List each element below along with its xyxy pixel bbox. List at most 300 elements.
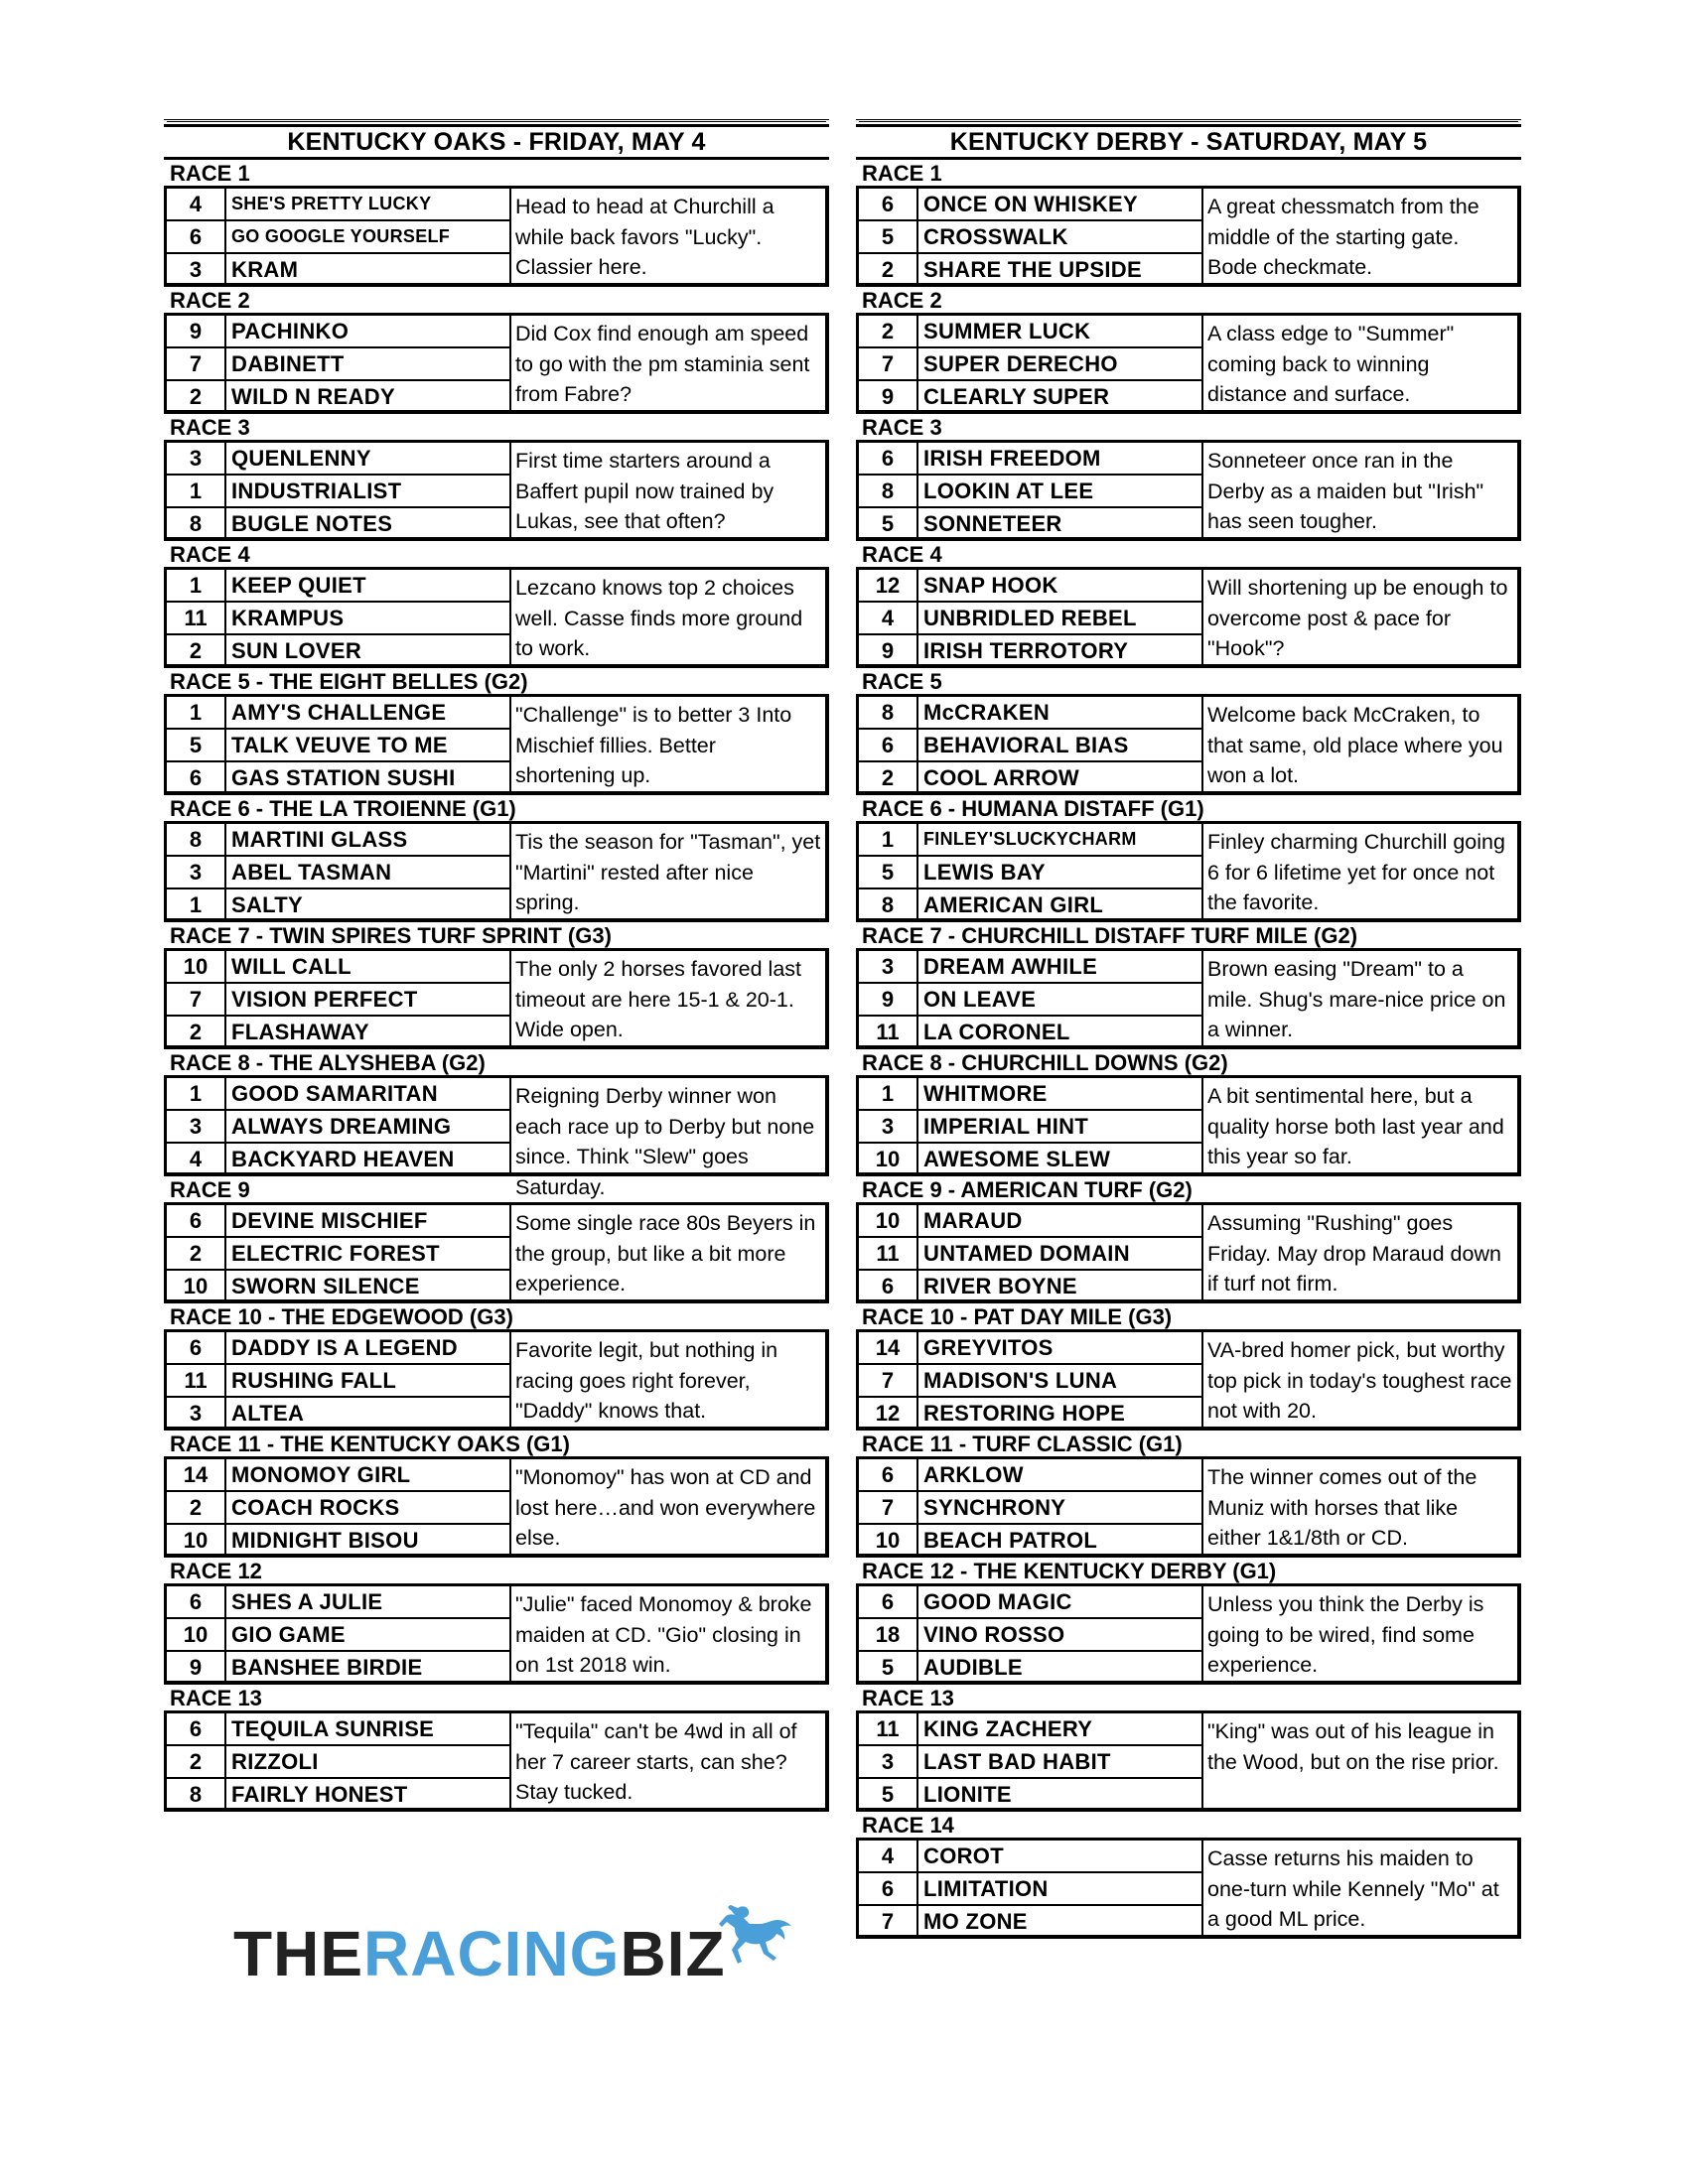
post-number: 8 [859, 889, 918, 920]
race-picks-box [856, 694, 1521, 795]
race-block [856, 1303, 1521, 1431]
post-number: 7 [859, 1906, 918, 1937]
race-block [164, 287, 829, 414]
picks-list [167, 1205, 511, 1299]
race-picks-box [164, 1710, 829, 1812]
pick-row [859, 1873, 1201, 1906]
racing-biz-logo [233, 1904, 797, 1989]
race-title: RACE 7 - TWIN SPIRES TURF SPRINT (G3) [170, 923, 612, 948]
pick-row [167, 1332, 509, 1365]
race-picks-box [856, 1583, 1521, 1685]
post-number: 1 [167, 1078, 226, 1109]
picks-list [167, 1332, 511, 1427]
horse-name: LIMITATION [923, 1876, 1049, 1901]
race-block [856, 1812, 1521, 1939]
race-block [856, 1176, 1521, 1303]
horse-name: VINO ROSSO [923, 1622, 1065, 1647]
horse-name: FAIRLY HONEST [231, 1782, 408, 1807]
post-number: 3 [859, 1746, 918, 1777]
pick-row [859, 730, 1201, 762]
race-block [856, 922, 1521, 1049]
race-picks-box [164, 1456, 829, 1558]
race-title: RACE 9 [170, 1177, 250, 1202]
post-number: 1 [167, 476, 226, 506]
horse-name: ONCE ON WHISKEY [923, 192, 1138, 216]
picks-list [859, 316, 1203, 410]
post-number: 12 [859, 570, 918, 601]
pick-row [167, 1459, 509, 1492]
horse-name: AWESOME SLEW [923, 1147, 1111, 1171]
race-block [164, 1176, 829, 1303]
picks-list [859, 1205, 1203, 1299]
horse-name: SHES A JULIE [231, 1589, 383, 1614]
race-comment: A great chessmatch from the middle of the starting gate. Bode checkmate. [1207, 195, 1479, 279]
post-number: 7 [167, 348, 226, 379]
post-number: 4 [859, 603, 918, 633]
pick-row [167, 1779, 509, 1810]
pick-row [859, 221, 1201, 254]
race-picks-box [856, 948, 1521, 1049]
post-number: 18 [859, 1619, 918, 1650]
post-number: 7 [167, 984, 226, 1015]
post-number: 6 [859, 189, 918, 219]
race-comment: Lezcano knows top 2 choices well. Casse finds more ground to work. [515, 576, 803, 660]
post-number: 6 [859, 1271, 918, 1301]
pick-row [167, 857, 509, 889]
post-number: 6 [859, 1873, 918, 1904]
pick-row [167, 1205, 509, 1238]
pick-row [859, 1619, 1201, 1652]
horse-name: BANSHEE BIRDIE [231, 1655, 423, 1680]
post-number: 9 [859, 381, 918, 412]
picks-list [859, 570, 1203, 664]
race-title: RACE 12 [170, 1559, 262, 1583]
pick-row [859, 697, 1201, 730]
race-comment: The winner comes out of the Muniz with horses that like either 1&1/8th or CD. [1207, 1465, 1477, 1550]
pick-row [859, 1586, 1201, 1619]
horse-name: PACHINKO [231, 319, 350, 343]
post-number: 2 [167, 635, 226, 666]
logo-biz: BIZ [620, 1918, 726, 1989]
pick-row [859, 1906, 1201, 1937]
post-number: 5 [859, 857, 918, 887]
picks-list [859, 951, 1203, 1045]
race-block [164, 1303, 829, 1431]
pick-row [167, 1398, 509, 1429]
race-picks-box [164, 821, 829, 922]
oaks-column [164, 119, 829, 1812]
post-number: 8 [167, 1779, 226, 1810]
race-title: RACE 5 - THE EIGHT BELLES (G2) [170, 669, 528, 694]
horse-name: LEWIS BAY [923, 860, 1046, 885]
race-title: RACE 11 - THE KENTUCKY OAKS (G1) [170, 1432, 570, 1456]
pick-row [167, 730, 509, 762]
pick-row [859, 1525, 1201, 1556]
race-block [164, 1431, 829, 1558]
race-block [164, 668, 829, 795]
post-number: 9 [167, 316, 226, 346]
horse-name: KRAM [231, 257, 299, 282]
race-block [164, 414, 829, 541]
pick-row [859, 189, 1201, 221]
pick-row [859, 508, 1201, 539]
pick-row [167, 1713, 509, 1746]
race-comment: Will shortening up be enough to overcome post & pace for "Hook"? [1207, 576, 1508, 660]
picks-list [859, 443, 1203, 537]
pick-row [859, 1841, 1201, 1873]
post-number: 6 [167, 1586, 226, 1617]
horse-name: RIVER BOYNE [923, 1274, 1077, 1298]
pick-row [859, 1271, 1201, 1301]
horse-name: FLASHAWAY [231, 1020, 369, 1044]
post-number: 1 [859, 1078, 918, 1109]
post-number: 10 [167, 1271, 226, 1301]
horse-name: SNAP HOOK [923, 573, 1058, 598]
horse-name: AUDIBLE [923, 1655, 1023, 1680]
pick-row [167, 951, 509, 984]
race-comment: "Challenge" is to better 3 Into Mischief fillies. Better shortening up. [515, 703, 792, 787]
race-comment: "Julie" faced Monomoy & broke maiden at CD. "Gio" closing in on 1st 2018 win. [515, 1592, 812, 1677]
post-number: 5 [167, 730, 226, 760]
race-title: RACE 8 - THE ALYSHEBA (G2) [170, 1050, 486, 1075]
post-number: 10 [859, 1144, 918, 1174]
picks-list [859, 1459, 1203, 1554]
picks-list [859, 1078, 1203, 1172]
pick-row [859, 857, 1201, 889]
logo-the: THE [233, 1918, 363, 1989]
pick-row [167, 635, 509, 666]
race-picks-box [856, 1329, 1521, 1431]
pick-row [167, 1365, 509, 1398]
derby-header-frame [856, 119, 1521, 160]
pick-row [167, 762, 509, 793]
race-picks-box [856, 1710, 1521, 1812]
picks-list [167, 1586, 511, 1681]
horse-name: CROSSWALK [923, 224, 1068, 249]
post-number: 2 [859, 254, 918, 285]
horse-name: MIDNIGHT BISOU [231, 1528, 419, 1553]
race-title: RACE 4 [862, 542, 942, 567]
race-picks-box [164, 1583, 829, 1685]
race-comment: Some single race 80s Beyers in the group, but like a bit more experience. [515, 1211, 816, 1296]
horse-name: ON LEAVE [923, 987, 1037, 1012]
post-number: 11 [167, 603, 226, 633]
post-number: 10 [167, 1525, 226, 1556]
race-block [164, 160, 829, 287]
post-number: 10 [167, 1619, 226, 1650]
race-comment: Assuming "Rushing" goes Friday. May drop Maraud down if turf not firm. [1207, 1211, 1501, 1296]
post-number: 3 [167, 1111, 226, 1142]
race-block [856, 795, 1521, 922]
race-title: RACE 6 - HUMANA DISTAFF (G1) [862, 796, 1204, 821]
post-number: 11 [859, 1017, 918, 1047]
horse-name: AMERICAN GIRL [923, 892, 1104, 917]
pick-row [167, 316, 509, 348]
race-title: RACE 14 [862, 1813, 954, 1838]
horse-name: COACH ROCKS [231, 1495, 400, 1520]
post-number: 7 [859, 348, 918, 379]
picks-list [167, 443, 511, 537]
picks-list [167, 697, 511, 791]
race-comment: Sonneteer once ran in the Derby as a maiden but "Irish" has seen tougher. [1207, 449, 1484, 533]
derby-column [856, 119, 1521, 1939]
picks-list [167, 189, 511, 283]
horse-name: VISION PERFECT [231, 987, 418, 1012]
pick-row [167, 189, 509, 221]
post-number: 7 [859, 1365, 918, 1396]
post-number: 2 [167, 1492, 226, 1523]
race-block [164, 1558, 829, 1685]
pick-row [859, 1144, 1201, 1174]
pick-row [859, 1111, 1201, 1144]
post-number: 5 [859, 508, 918, 539]
post-number: 3 [859, 1111, 918, 1142]
race-picks-box [856, 440, 1521, 541]
pick-row [167, 254, 509, 285]
race-block [856, 1431, 1521, 1558]
pick-row [167, 221, 509, 254]
pick-row [859, 1017, 1201, 1047]
horse-name: GOOD SAMARITAN [231, 1081, 438, 1106]
race-comment: Favorite legit, but nothing in racing goes right forever, "Daddy" knows that. [515, 1338, 778, 1423]
post-number: 4 [859, 1841, 918, 1871]
pick-row [859, 570, 1201, 603]
horse-name: LOOKIN AT LEE [923, 478, 1094, 503]
race-block [856, 541, 1521, 668]
horse-name: IMPERIAL HINT [923, 1114, 1089, 1139]
post-number: 10 [859, 1525, 918, 1556]
horse-name: GREYVITOS [923, 1335, 1054, 1360]
race-title: RACE 2 [862, 288, 942, 313]
race-title: RACE 3 [862, 415, 942, 440]
race-title: RACE 13 [862, 1686, 954, 1710]
race-block [856, 1685, 1521, 1812]
race-picks-box [164, 1329, 829, 1431]
picks-list [167, 1713, 511, 1808]
horse-name: FINLEY'SLUCKYCHARM [923, 829, 1137, 849]
post-number: 8 [859, 697, 918, 728]
horse-name: AMY'S CHALLENGE [231, 700, 447, 725]
post-number: 6 [167, 221, 226, 252]
horse-name: MARAUD [923, 1208, 1023, 1233]
race-picks-box [856, 186, 1521, 287]
horse-name: SYNCHRONY [923, 1495, 1066, 1520]
race-comment: Head to head at Churchill a while back favors "Lucky". Classier here. [515, 195, 774, 279]
post-number: 6 [859, 443, 918, 474]
pick-row [167, 1586, 509, 1619]
post-number: 2 [167, 381, 226, 412]
post-number: 9 [167, 1652, 226, 1683]
race-comment: Reigning Derby winner won each race up to Derby but none since. Think "Slew" goes Saturday. [515, 1084, 815, 1199]
picks-list [167, 824, 511, 918]
post-number: 1 [859, 824, 918, 855]
pick-row [167, 1492, 509, 1525]
post-number: 2 [167, 1746, 226, 1777]
race-comment: Tis the season for "Tasman", yet "Martini" rested after nice spring. [515, 830, 821, 914]
post-number: 4 [167, 189, 226, 219]
post-number: 11 [167, 1365, 226, 1396]
pick-row [859, 603, 1201, 635]
horse-name: ALWAYS DREAMING [231, 1114, 452, 1139]
picks-list [859, 1332, 1203, 1427]
horse-name: SALTY [231, 892, 303, 917]
race-comment: Finley charming Churchill going 6 for 6 lifetime yet for once not the favorite. [1207, 830, 1505, 914]
pick-row [167, 1619, 509, 1652]
pick-row [859, 984, 1201, 1017]
picks-list [167, 570, 511, 664]
picks-list [859, 824, 1203, 918]
pick-row [859, 1713, 1201, 1746]
race-title: RACE 9 - AMERICAN TURF (G2) [862, 1177, 1193, 1202]
horse-name: WILD N READY [231, 384, 395, 409]
race-title: RACE 12 - THE KENTUCKY DERBY (G1) [862, 1559, 1277, 1583]
horse-name: MONOMOY GIRL [231, 1462, 411, 1487]
race-picks-box [856, 1202, 1521, 1303]
horse-name: SHARE THE UPSIDE [923, 257, 1142, 282]
post-number: 12 [859, 1398, 918, 1429]
oaks-header-frame [164, 119, 829, 160]
race-comment: A class edge to "Summer" coming back to winning distance and surface. [1207, 322, 1455, 406]
horse-name: UNTAMED DOMAIN [923, 1241, 1130, 1266]
race-title: RACE 4 [170, 542, 250, 567]
horse-name: LIONITE [923, 1782, 1012, 1807]
race-comment: VA-bred homer pick, but worthy top pick in today's toughest race not with 20. [1207, 1338, 1512, 1423]
pick-row [167, 1525, 509, 1556]
race-comment: First time starters around a Baffert pupil now trained by Lukas, see that often? [515, 449, 774, 533]
race-picks-box [164, 186, 829, 287]
oaks-header: KENTUCKY OAKS - FRIDAY, MAY 4 [164, 124, 829, 160]
post-number: 10 [167, 951, 226, 982]
post-number: 2 [859, 316, 918, 346]
horse-name: RUSHING FALL [231, 1368, 397, 1393]
oaks-races [164, 160, 829, 1812]
race-comment: Did Cox find enough am speed to go with the pm staminia sent from Fabre? [515, 322, 810, 406]
horse-name: ALTEA [231, 1401, 305, 1426]
race-title: RACE 7 - CHURCHILL DISTAFF TURF MILE (G2) [862, 923, 1358, 948]
pick-row [167, 476, 509, 508]
post-number: 6 [167, 1332, 226, 1363]
post-number: 4 [167, 1144, 226, 1174]
post-number: 2 [167, 1238, 226, 1269]
derby-header: KENTUCKY DERBY - SATURDAY, MAY 5 [856, 124, 1521, 160]
race-block [164, 541, 829, 668]
horse-name: ABEL TASMAN [231, 860, 392, 885]
race-title: RACE 3 [170, 415, 250, 440]
pick-row [859, 824, 1201, 857]
horse-name: DREAM AWHILE [923, 954, 1098, 979]
picks-list [167, 316, 511, 410]
logo-racing: RACING [363, 1918, 621, 1989]
race-block [856, 160, 1521, 287]
pick-row [859, 1398, 1201, 1429]
horse-name: QUENLENNY [231, 446, 371, 471]
post-number: 5 [859, 1779, 918, 1810]
race-title: RACE 5 [862, 669, 942, 694]
pick-row [167, 348, 509, 381]
horse-name: SUMMER LUCK [923, 319, 1091, 343]
horse-and-jockey-icon [708, 1904, 797, 1981]
post-number: 1 [167, 570, 226, 601]
horse-name: COROT [923, 1843, 1004, 1868]
race-block [164, 795, 829, 922]
horse-name: SUPER DERECHO [923, 351, 1118, 376]
pick-row [859, 254, 1201, 285]
race-picks-box [164, 440, 829, 541]
post-number: 14 [859, 1332, 918, 1363]
horse-name: LAST BAD HABIT [923, 1749, 1111, 1774]
race-title: RACE 10 - PAT DAY MILE (G3) [862, 1304, 1173, 1329]
pick-row [167, 603, 509, 635]
race-comment: Casse returns his maiden to one-turn while Kennely "Mo" at a good ML price. [1207, 1846, 1499, 1931]
picks-list [167, 1459, 511, 1554]
race-picks-box [856, 1456, 1521, 1558]
pick-row [859, 443, 1201, 476]
post-number: 9 [859, 984, 918, 1015]
race-title: RACE 8 - CHURCHILL DOWNS (G2) [862, 1050, 1228, 1075]
pick-row [167, 381, 509, 412]
picks-list [167, 951, 511, 1045]
post-number: 11 [859, 1713, 918, 1744]
pick-row [167, 1144, 509, 1174]
post-number: 6 [167, 1205, 226, 1236]
race-block [164, 922, 829, 1049]
horse-name: CLEARLY SUPER [923, 384, 1110, 409]
horse-name: RESTORING HOPE [923, 1401, 1126, 1426]
race-picks-box [856, 1075, 1521, 1176]
race-title: RACE 13 [170, 1686, 262, 1710]
post-number: 6 [167, 762, 226, 793]
race-title: RACE 6 - THE LA TROIENNE (G1) [170, 796, 516, 821]
derby-races [856, 160, 1521, 1939]
race-comment: "Monomoy" has won at CD and lost here…and won everywhere else. [515, 1465, 816, 1550]
horse-name: MADISON'S LUNA [923, 1368, 1118, 1393]
pick-row [167, 1111, 509, 1144]
pick-row [859, 1652, 1201, 1683]
post-number: 8 [167, 824, 226, 855]
race-comment: Brown easing "Dream" to a mile. Shug's mare-nice price on a winner. [1207, 957, 1506, 1041]
pick-row [167, 889, 509, 920]
horse-name: GOOD MAGIC [923, 1589, 1072, 1614]
race-block [856, 414, 1521, 541]
pick-row [167, 570, 509, 603]
pick-row [859, 316, 1201, 348]
race-picks-box [164, 1202, 829, 1303]
post-number: 9 [859, 635, 918, 666]
post-number: 6 [167, 1713, 226, 1744]
pick-row [167, 984, 509, 1017]
horse-name: SWORN SILENCE [231, 1274, 420, 1298]
horse-name: KRAMPUS [231, 606, 345, 630]
pick-row [859, 1459, 1201, 1492]
picks-list [859, 1841, 1203, 1935]
picks-list [859, 1586, 1203, 1681]
post-number: 1 [167, 889, 226, 920]
post-number: 14 [167, 1459, 226, 1490]
horse-name: SUN LOVER [231, 638, 362, 663]
post-number: 3 [167, 254, 226, 285]
pick-row [167, 1017, 509, 1047]
race-block [856, 1049, 1521, 1176]
horse-name: IRISH FREEDOM [923, 446, 1101, 471]
pick-row [859, 476, 1201, 508]
horse-name: DEVINE MISCHIEF [231, 1208, 428, 1233]
pick-row [167, 1652, 509, 1683]
race-picks-box [856, 821, 1521, 922]
pick-row [859, 1779, 1201, 1810]
picks-list [859, 189, 1203, 283]
pick-row [859, 1492, 1201, 1525]
horse-name: ELECTRIC FOREST [231, 1241, 440, 1266]
